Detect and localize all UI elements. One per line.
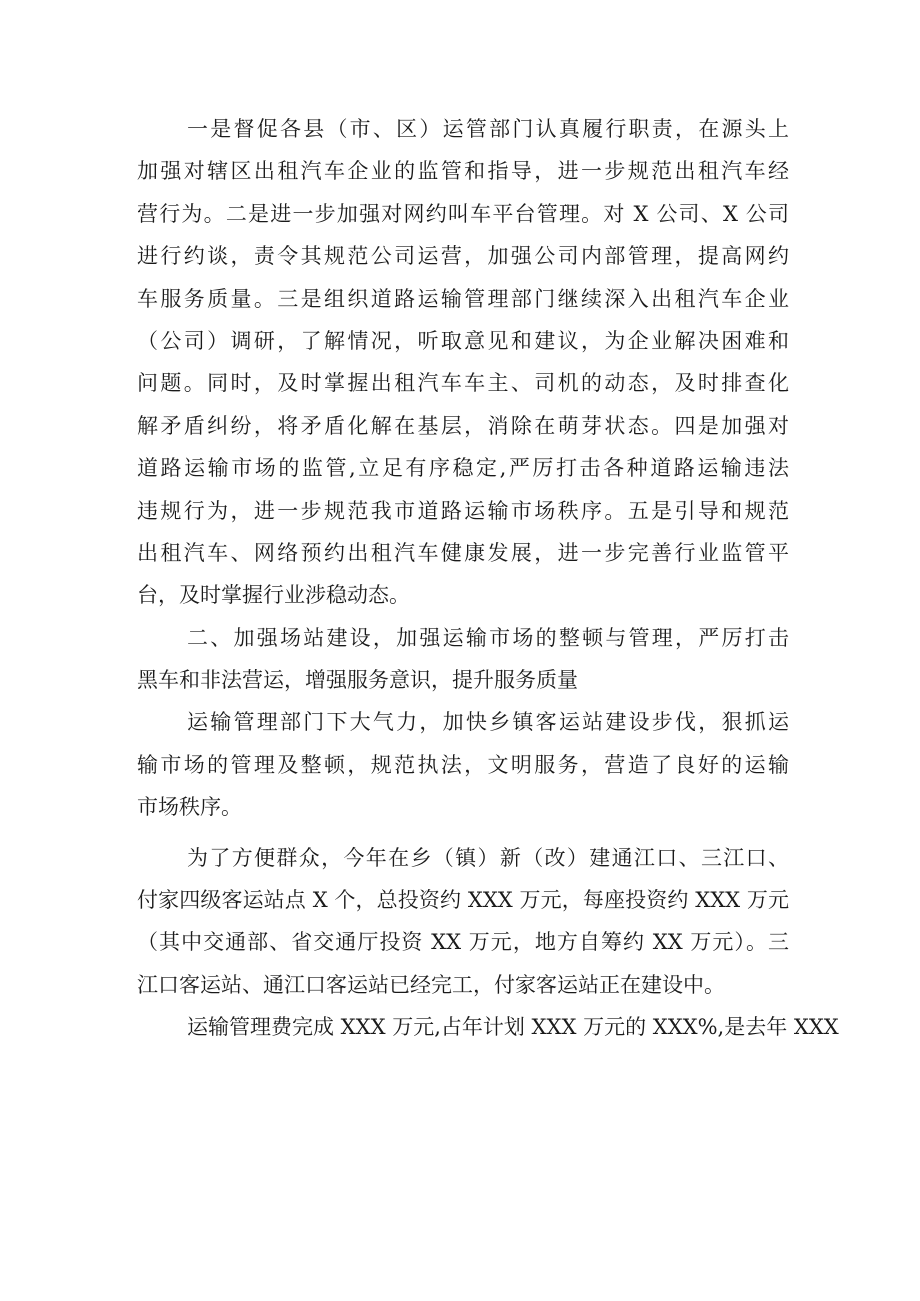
text-line: 营行为。二是进一步加强对网约叫车平台管理。对 X 公司、X 公司 (137, 201, 789, 226)
text-line: 付家四级客运站点 X 个，总投资约 XXX 万元，每座投资约 XXX 万元 (137, 888, 789, 913)
text-line: 二、加强场站建设，加强运输市场的整顿与管理，严厉打击 (187, 625, 789, 650)
text-line: （公司）调研，了解情况，听取意见和建议，为企业解决困难和 (137, 328, 789, 353)
section-heading-station-construction (137, 617, 789, 702)
text-line: 运输管理部门下大气力，加快乡镇客运站建设步伐，狠抓运 (187, 710, 789, 735)
text-line: 输市场的管理及整顿，规范执法，文明服务，营造了良好的运输 (137, 752, 789, 777)
text-line: 加强对辖区出租汽车企业的监管和指导，进一步规范出租汽车经 (137, 159, 789, 184)
text-line: 黑车和非法营运，增强服务意识，提升服务质量 (137, 668, 578, 693)
text-line: （其中交通部、省交通厅投资 XX 万元，地方自筹约 XX 万元）。三 (137, 930, 789, 955)
text-line: 为了方便群众，今年在乡（镇）新（改）建通江口、三江口、 (187, 845, 789, 870)
text-line: 运输管理费完成 XXX 万元,占年计划 XXX 万元的 XXX%,是去年 XXX (187, 1015, 839, 1040)
text-line: 一是督促各县（市、区）运管部门认真履行职责，在源头上 (187, 117, 789, 141)
paragraph-market-management (137, 701, 789, 828)
text-line: 问题。同时，及时掌握出租汽车车主、司机的动态，及时排查化 (137, 371, 789, 396)
text-line: 台，及时掌握行业涉稳动态。 (137, 583, 410, 608)
document-body (137, 108, 839, 1049)
text-line: 解矛盾纠纷，将矛盾化解在基层，消除在萌芽状态。四是加强对 (137, 413, 789, 438)
paragraph-management-fee (137, 1006, 839, 1048)
text-line: 市场秩序。 (137, 795, 242, 820)
text-line: 车服务质量。三是组织道路运输管理部门继续深入出租汽车企业 (137, 286, 789, 311)
text-line: 江口客运站、通江口客运站已经完工，付家客运站正在建设中。 (137, 972, 725, 997)
text-line: 出租汽车、网络预约出租汽车健康发展，进一步完善行业监管平 (137, 540, 789, 565)
text-line: 进行约谈，责令其规范公司运营，加强公司内部管理，提高网约 (137, 244, 789, 269)
text-line: 违规行为，进一步规范我市道路运输市场秩序。五是引导和规范 (137, 498, 789, 523)
paragraph-taxi-supervision (137, 108, 789, 617)
paragraph-station-investment (137, 837, 789, 1007)
text-line: 道路运输市场的监管,立足有序稳定,严厉打击各种道路运输违法 (137, 456, 789, 481)
paragraph-spacer (137, 829, 789, 837)
